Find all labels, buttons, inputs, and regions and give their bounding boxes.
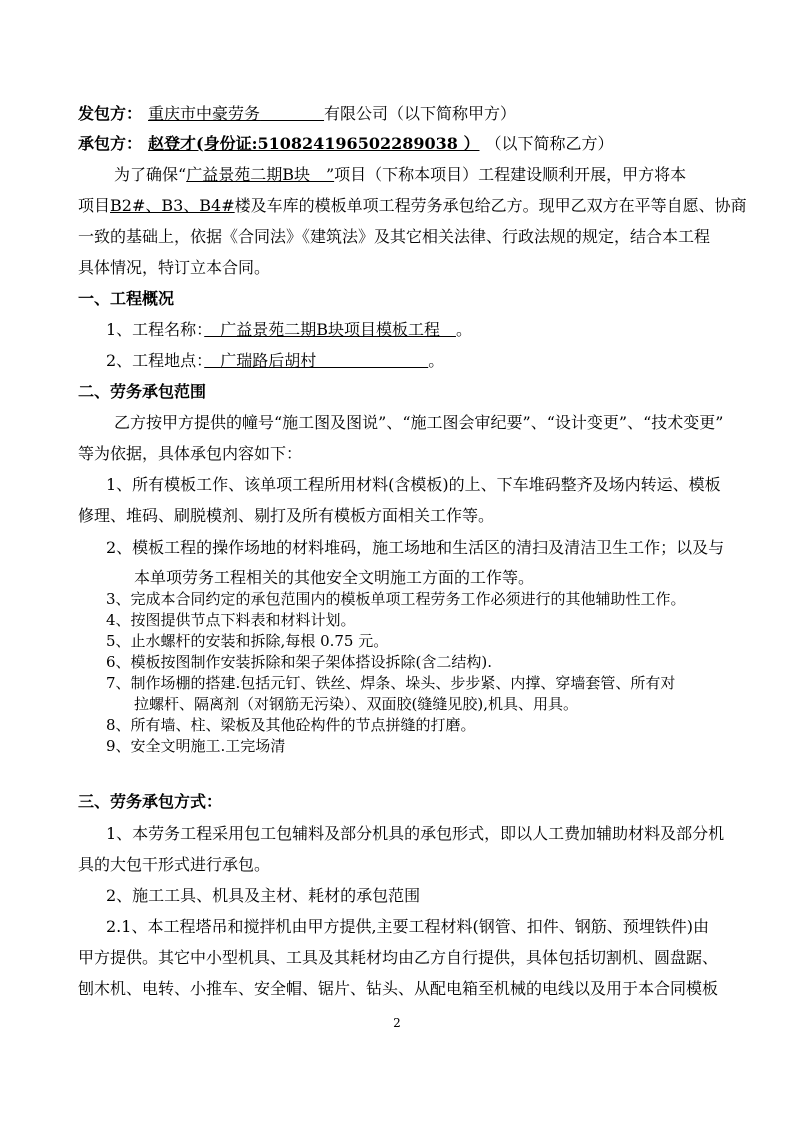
page-number: 2: [393, 1016, 401, 1030]
item-label: 1、工程名称：: [106, 320, 205, 339]
party-a-suffix: 有限公司（以下简称甲方）: [324, 104, 517, 123]
section-2-title: 二、劳务承包范围: [78, 382, 207, 401]
project-location-item: [106, 351, 444, 371]
method-para-3-line-3: 刨木机、电转、小推车、安全帽、锯片、钻头、从配电箱至机械的电线以及用于本合同模板: [78, 979, 719, 998]
method-para-3-line-1: 2.1、本工程塔吊和搅拌机由甲方提供,主要工程材料(钢管、扣件、钢筋、预埋铁件)由: [106, 917, 710, 936]
project-location-value: 广瑞路后胡村: [204, 351, 429, 370]
method-para-1-line-1: 1、本劳务工程采用包工包辅料及部分机具的承包形式，即以人工费加辅助材料及部分机: [106, 824, 725, 843]
intro-line-1: [114, 165, 686, 185]
scope-item-7-line-2: 拉螺杆、隔离剂（对钢筋无污染）、双面胶(缝缝见胶),机具、用具。: [134, 695, 578, 713]
method-para-3-line-2: 甲方提供。其它中小型机具、工具及其耗材均由乙方自行提供，具体包括切割机、圆盘踞、: [78, 948, 719, 967]
section-1-title: 一、工程概况: [78, 289, 175, 308]
party-b-suffix: （以下简称乙方）: [493, 134, 614, 153]
scope-item-3: 3、完成本合同约定的承包范围内的模板单项工程劳务工作必须进行的其他辅助性工作。: [106, 590, 686, 608]
scope-para-line-1: 乙方按甲方提供的幢号“施工图及图说”、“施工图会审纪要”、“设计变更”、“技术变更”: [114, 413, 724, 432]
intro-text: 楼及车库的模板单项工程劳务承包给乙方。现甲乙双方在平等自愿、协商: [234, 196, 747, 215]
intro-text: 项目（下称本项目）工程建设顺利开展，甲方将本: [334, 165, 687, 184]
method-para-2: 2、施工工具、机具及主材、耗材的承包范围: [106, 886, 421, 905]
scope-item-9: 9、安全文明施工.工完场清: [106, 737, 286, 755]
project-name-value: 广益景苑二期B块项目模板工程: [204, 320, 456, 339]
intro-text: 项目: [78, 196, 111, 215]
method-para-1-line-2: 具的大包干形式进行承包。: [78, 855, 271, 874]
party-a-name: 重庆市中豪劳务: [148, 104, 261, 123]
scope-item-2-line-1: 2、模板工程的操作场地的材料堆码，施工场地和生活区的清扫及清洁卫生工作；以及与: [106, 538, 725, 557]
party-b-label: 承包方：: [78, 134, 143, 153]
scope-item-7-line-1: 7、制作场棚的搭建.包括元钉、铁丝、焊条、垛头、步步紧、内撑、穿墙套管、所有对: [106, 674, 676, 692]
scope-item-6: 6、模板按图制作安装拆除和架子架体搭设拆除(含二结构).: [106, 653, 493, 671]
item-label: 2、工程地点：: [106, 351, 205, 370]
party-a-blank: [260, 104, 324, 123]
party-b-name: 赵登才(身份证:510824196502289038 ）: [148, 134, 480, 153]
item-end: 。: [455, 320, 472, 339]
scope-item-1-line-1: 1、所有模板工作、该单项工程所用材料(含模板)的上、下车堆码整齐及场内转运、模板: [106, 475, 721, 494]
building-scope: B2#、B3、B4#: [110, 196, 235, 215]
party-a-label: 发包方：: [78, 104, 143, 123]
party-b-line: [78, 134, 613, 154]
scope-item-8: 8、所有墙、柱、梁板及其他砼构件的节点拼缝的打磨。: [106, 716, 476, 734]
scope-item-5: 5、止水螺杆的安装和拆除,每根 0.75 元。: [106, 632, 389, 650]
section-3-title: 三、劳务承包方式：: [78, 792, 223, 811]
scope-item-4: 4、按图提供节点下料表和材料计划。: [106, 611, 356, 629]
item-end: 。: [428, 351, 445, 370]
intro-line-4: 具体情况，特订立本合同。: [78, 258, 271, 277]
party-a-line: [78, 104, 516, 124]
project-name: 广益景苑二期B块 ”: [186, 165, 335, 184]
project-name-item: [106, 320, 472, 340]
intro-line-2: [78, 196, 747, 216]
intro-line-3: 一致的基础上，依据《合同法》《建筑法》及其它相关法律、行政法规的规定，结合本工程: [78, 227, 711, 246]
intro-text: 为了确保“: [114, 165, 187, 184]
scope-para-line-2: 等为依据，具体承包内容如下：: [78, 444, 303, 463]
scope-item-1-line-2: 修理、堆码、刷脱模剂、剔打及所有模板方面相关工作等。: [78, 506, 495, 525]
scope-item-2-line-2: 本单项劳务工程相关的其他安全文明施工方面的工作等。: [134, 568, 535, 587]
